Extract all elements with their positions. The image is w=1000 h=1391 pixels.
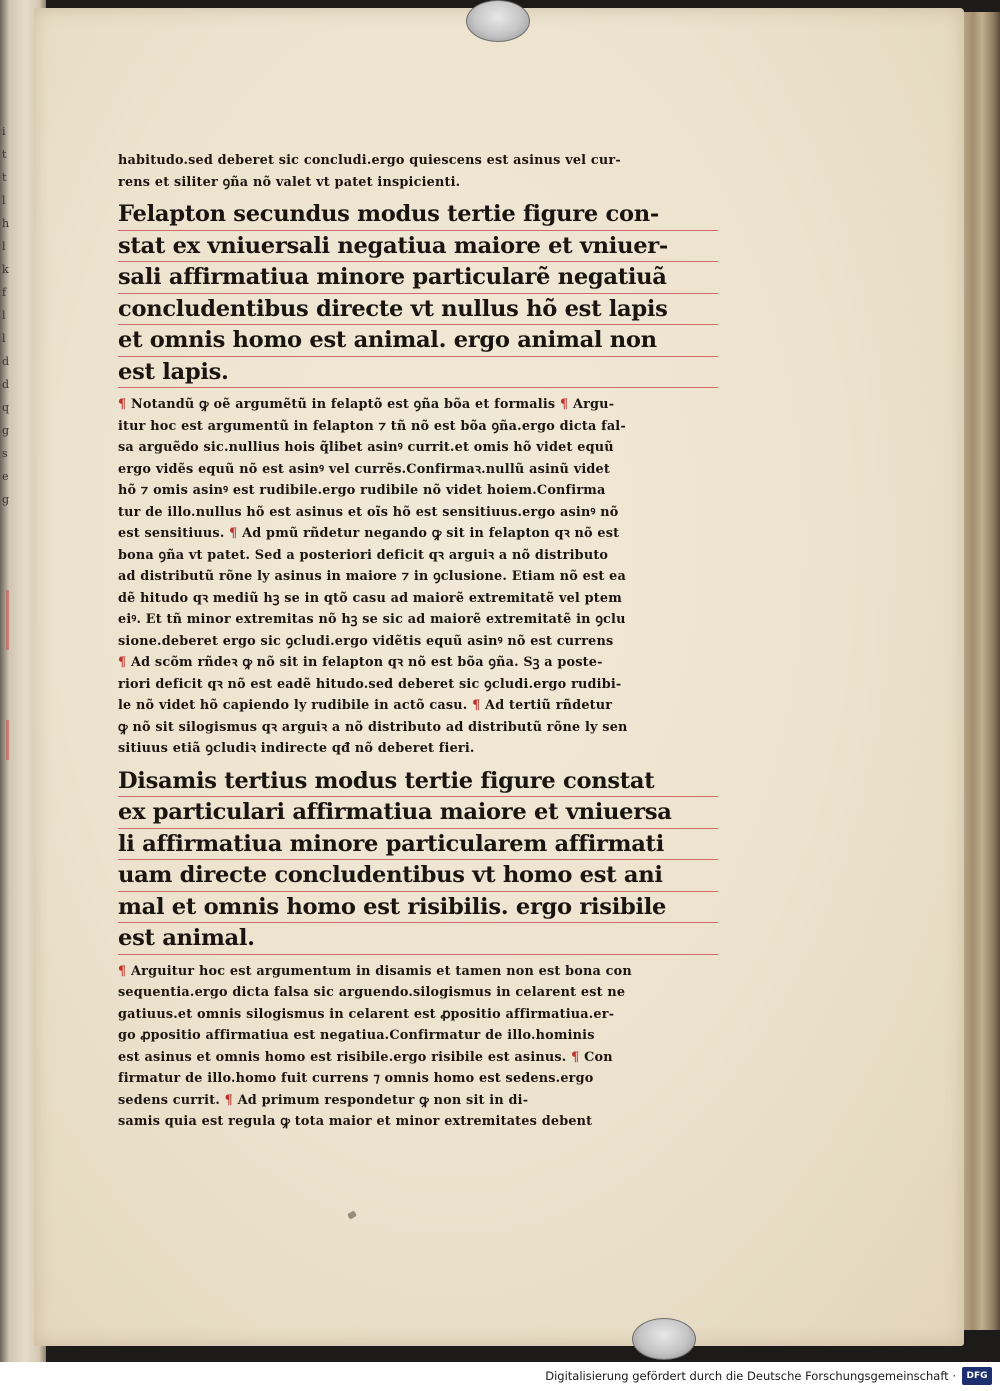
facing-page-red-mark [6, 720, 9, 760]
line-text: sione.deberet ergo sic ꝯcludi.ergo vidẽtis equũ asinꝰ nõ est currens [118, 633, 614, 649]
line-text: sequentia.ergo dicta falsa sic arguendo.silogismus in celarent est ne [118, 985, 626, 1000]
line-text: est sensitiuus. ¶ Ad pmũ rñdetur negando ꝙ sit in felapton qꝛ nõ est [118, 526, 620, 541]
facing-page-text [2, 120, 12, 511]
funding-credit: Digitalisierung gefördert durch die Deutsche Forschungsgemeinschaft · [545, 1369, 956, 1383]
body-line [118, 588, 718, 610]
facing-page-letter: l [2, 332, 6, 345]
heading-line [118, 199, 718, 231]
line-text: concludentibus directe vt nullus hõ est lapis [118, 295, 668, 322]
heading-line [118, 262, 718, 294]
facing-page-letter: h [2, 217, 10, 230]
facing-page-letter: g [2, 424, 10, 437]
body-line [118, 674, 718, 696]
heading-line [118, 325, 718, 357]
body-line [118, 1111, 718, 1133]
line-text: est animal. [118, 925, 255, 951]
facing-page-letter: t [2, 148, 7, 161]
line-text: Disamis tertius modus tertie figure constat [118, 767, 655, 794]
line-text: ergo vidẽs equũ nõ est asinꝰ vel currẽs.Confirmaꝛ.nullũ asinũ videt [118, 461, 611, 477]
body-line [118, 459, 718, 481]
facing-page-letter: s [2, 447, 8, 460]
line-text: firmatur de illo.homo fuit currens ⁊ omnis homo est sedens.ergo [118, 1071, 594, 1086]
facing-page-letter: g [2, 493, 10, 506]
heading-line [118, 829, 718, 861]
line-text: est asinus et omnis homo est risibile.ergo risibile est asinus. ¶ Con [118, 1049, 613, 1065]
body-line [118, 1068, 718, 1090]
body-line [118, 695, 718, 717]
line-text: ad distributũ rõne ly asinus in maiore ⁊ in ꝯclusione. Etiam nõ est ea [118, 569, 626, 584]
body-line [118, 1090, 718, 1112]
page-holder-clip-top [466, 0, 530, 42]
pilcrow-rubric-icon: ¶ [472, 698, 481, 713]
body-line [118, 480, 718, 502]
page-holder-clip-bottom [632, 1318, 696, 1360]
body-line [118, 1025, 718, 1047]
line-text: ¶ Ad scõm rñdeꝛ ꝙ nõ sit in felapton qꝛ nõ est bõa ꝯña. Sꝫ a poste- [118, 655, 603, 670]
pilcrow-rubric-icon: ¶ [118, 655, 127, 670]
line-text: est lapis. [118, 358, 229, 385]
pilcrow-rubric-icon: ¶ [229, 526, 238, 541]
line-text: sali affirmatiua minore particularẽ negatiuã [118, 264, 667, 290]
line-text: Felapton secundus modus tertie figure con- [118, 201, 659, 227]
line-text: habitudo.sed deberet sic concludi.ergo quiescens est asinus vel cur- [118, 153, 621, 168]
facing-page-letter: l [2, 240, 6, 253]
body-line [118, 502, 718, 524]
facing-page-letter: l [2, 194, 6, 207]
heading-line [118, 892, 718, 924]
body-line [118, 437, 718, 459]
heading-line [118, 797, 718, 829]
pilcrow-rubric-icon: ¶ [118, 397, 131, 412]
body-line [118, 523, 718, 545]
line-text: ex particulari affirmatiua maiore et vniuersa [118, 799, 672, 825]
line-text: tur de illo.nullus hõ est asinus et oĩs hõ est sensitiuus.ergo asinꝰ nõ [118, 504, 619, 520]
heading-line [118, 357, 718, 389]
line-text: hõ ⁊ omis asinꝰ est rudibile.ergo rudibile nõ videt hoiem.Confirma [118, 483, 606, 498]
line-text: eiꝰ. Et tñ minor extremitas nõ hꝫ se sic ad maiorẽ extremitatẽ in ꝯclu [118, 612, 626, 627]
line-text: rens et siliter ꝯña nõ valet vt patet inspicienti. [118, 174, 461, 190]
line-text: riori deficit qꝛ nõ est eadẽ hitudo.sed deberet sic ꝯcludi.ergo rudibi- [118, 676, 622, 692]
line-text: et omnis homo est animal. ergo animal non [118, 327, 657, 353]
facing-page-letter: d [2, 378, 10, 391]
facing-page-red-mark [6, 590, 9, 650]
body-line [118, 631, 718, 653]
line-text: Notandũ ꝙ oẽ argumẽtũ in felaptõ est ꝯña bõa et formalis ¶ Argu- [131, 397, 615, 412]
line-text: itur hoc est argumentũ in felapton ⁊ tñ nõ est bõa ꝯña.ergo dicta fal- [118, 418, 626, 434]
pilcrow-rubric-icon: ¶ [559, 397, 569, 412]
footer-bar [0, 1362, 1000, 1391]
text-column [118, 150, 718, 1133]
body-line [118, 717, 718, 739]
line-text: li affirmatiua minore particularem affirmati [118, 830, 664, 857]
facing-page-letter: e [2, 470, 9, 483]
line-text: sitiuus etiã ꝯcludiꝛ indirecte qđ nõ deberet fieri. [118, 741, 475, 756]
heading-line [118, 231, 718, 263]
body-line [118, 1004, 718, 1026]
body-line [118, 609, 718, 631]
facing-page-letter: d [2, 355, 10, 368]
body-line [118, 566, 718, 588]
facing-page-letter: i [2, 125, 6, 138]
body-line [118, 545, 718, 567]
line-text: mal et omnis homo est risibilis. ergo risibile [118, 893, 667, 920]
body-line [118, 172, 718, 194]
body-line [118, 982, 718, 1004]
heading-line [118, 766, 718, 798]
heading-line [118, 860, 718, 892]
dfg-logo-icon: DFG [962, 1367, 992, 1385]
line-text: gatiuus.et omnis silogismus in celarent est ꝓpositio affirmatiua.er- [118, 1006, 615, 1022]
pilcrow-rubric-icon: ¶ [118, 963, 131, 979]
body-line [118, 416, 718, 438]
body-line [118, 150, 718, 172]
line-text: Arguitur hoc est argumentum in disamis et tamen non est bona con [131, 963, 632, 979]
line-text: ꝙ nõ sit silogismus qꝛ arguiꝛ a nõ distributo ad distributũ rõne ly sen [118, 719, 628, 735]
pilcrow-rubric-icon: ¶ [571, 1049, 580, 1065]
line-text: dẽ hitudo qꝛ mediũ hꝫ se in qtõ casu ad maiorẽ extremitatẽ vel ptem [118, 590, 622, 606]
facing-page-letter: q [2, 401, 10, 414]
line-text: go ꝓpositio affirmatiua est negatiua.Confirmatur de illo.hominis [118, 1028, 595, 1043]
body-line [118, 394, 718, 416]
body-line [118, 652, 718, 674]
line-text: stat ex vniuersali negatiua maiore et vniuer- [118, 232, 668, 259]
body-line [118, 738, 718, 760]
body-line [118, 1047, 718, 1069]
line-text: sa arguẽdo sic.nullius hois q̃libet asinꝰ currit.et omis hõ videt equũ [118, 440, 614, 455]
body-line [118, 961, 718, 983]
line-text: samis quia est regula ꝙ tota maior et minor extremitates debent [118, 1114, 593, 1129]
line-text: le nõ videt hõ capiendo ly rudibile in actõ casu. ¶ Ad tertiũ rñdetur [118, 698, 613, 713]
facing-page-letter: l [2, 309, 6, 322]
pilcrow-rubric-icon: ¶ [224, 1092, 234, 1108]
line-text: sedens currit. ¶ Ad primum respondetur ꝙ non sit in di- [118, 1092, 529, 1108]
facing-page-letter: k [2, 263, 9, 276]
facing-page-letter: f [2, 286, 7, 299]
heading-line [118, 923, 718, 955]
line-text: uam directe concludentibus vt homo est ani [118, 862, 663, 888]
heading-line [118, 294, 718, 326]
line-text: bona ꝯña vt patet. Sed a posteriori deficit qꝛ arguiꝛ a nõ distributo [118, 547, 609, 563]
facing-page-letter: t [2, 171, 7, 184]
